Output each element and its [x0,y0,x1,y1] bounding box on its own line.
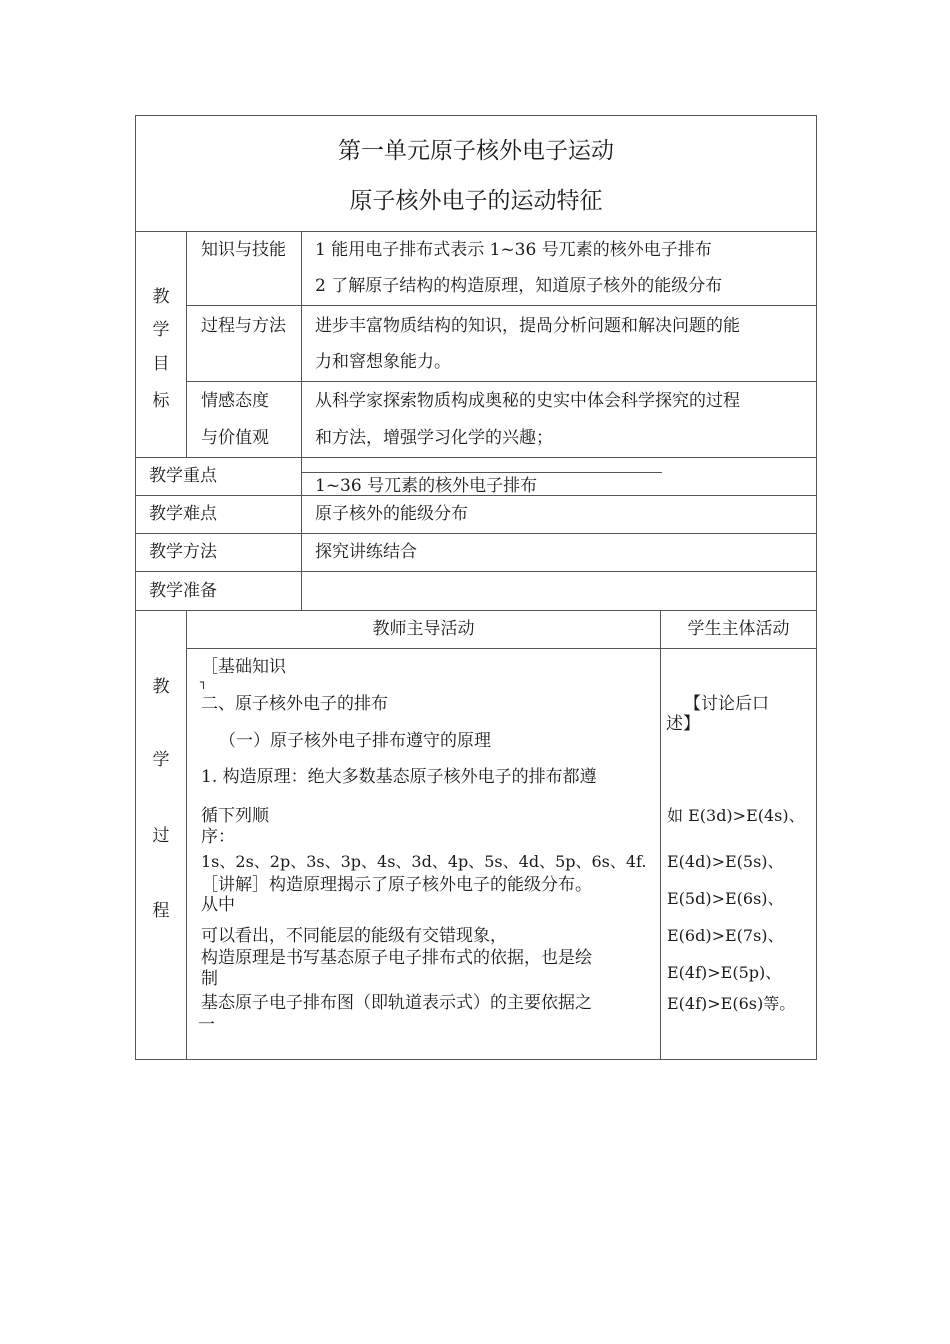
key-point-value: 1~36 号兀素的核外电子排布 [315,476,538,496]
label-char: 学 [152,750,170,770]
document-title: 第一单元原子核外电子运动 [338,138,614,164]
label-char: 学 [152,320,170,340]
student-column-header: 学生主体活动 [687,619,790,639]
label-char: 过 [152,826,170,846]
knowledge-line: 2 了解原子结构的构造原理，知道原子核外的能级分布 [315,276,723,296]
teacher-line: 从中 [201,895,235,915]
emotion-label: 与价值观 [201,428,269,448]
method-label: 教学方法 [149,542,217,562]
student-line: E(5d)>E(6s)、 [667,889,784,908]
preparation-label: 教学准备 [149,581,217,601]
difficulty-value: 原子核外的能级分布 [315,504,468,524]
process-method-line: 进步丰富物质结构的知识，提咼分析问题和解决问题的能 [315,316,740,336]
teacher-line: （一）原子核外电子排布遵守的原理 [219,731,491,751]
emotion-label: 情感态度 [201,391,269,411]
label-char: 教 [152,287,170,307]
difficulty-label: 教学难点 [149,504,217,524]
teacher-line: 二、原子核外电子的排布 [201,694,388,714]
student-line: E(4f)>E(6s)等。 [667,994,796,1013]
method-value: 探究讲练结合 [315,542,417,562]
teacher-line: 构造原理是书写基态原子电子排布式的依据，也是绘 [201,948,592,968]
student-line: E(6d)>E(7s)、 [667,926,784,945]
knowledge-line: 1 能用电子排布式表示 1~36 号兀素的核外电子排布 [315,240,712,260]
teacher-line: ［讲解］构造原理揭示了原子核外电子的能级分布。 [201,875,592,895]
process-method-line: 力和窨想象能力。 [315,352,451,372]
teacher-line: 1. 构造原理：绝大多数基态原子核外电子的排布都遵 [201,767,597,787]
teacher-column-header: 教师主导活动 [372,619,475,639]
label-char: 教 [152,677,170,697]
teacher-line: 循下列顺 [201,806,269,826]
document-subtitle: 原子核外电子的运动特征 [349,188,603,214]
teacher-line: 制 [201,969,218,989]
teacher-line: 1s、2s、2p、3s、3p、4s、3d、4p、5s、4d、5p、6s、4f. [201,852,647,871]
student-line: 【讨论后口 [684,694,769,714]
teacher-line: 一 [198,1015,215,1035]
knowledge-label: 知识与技能 [201,240,286,260]
student-line: E(4d)>E(5s)、 [667,852,784,871]
label-char: 程 [152,901,170,921]
student-line: 如 E(3d)>E(4s)、 [667,806,805,825]
emotion-line: 从科学家探索物质构成奥秘的史实中体会科学探究的过程 [315,391,740,411]
teacher-line: 基态原子电子排布图（即轨道表示式）的主要依据之 [201,993,592,1013]
label-char: 目 [152,354,170,374]
student-line: 述】 [666,714,700,734]
student-line: E(4f)>E(5p)、 [667,963,782,982]
key-point-label: 教学重点 [149,466,217,486]
process-method-label: 过程与方法 [201,316,286,336]
teacher-line: 可以看出，不同能层的能级有交错现象， [201,926,507,946]
teacher-line: 序： [201,827,235,847]
label-char: 标 [152,391,170,411]
teacher-line: ┐ [200,675,208,689]
emotion-line: 和方法，增强学习化学的兴趣； [315,428,553,448]
teacher-line: ［基础知识 [201,657,286,677]
